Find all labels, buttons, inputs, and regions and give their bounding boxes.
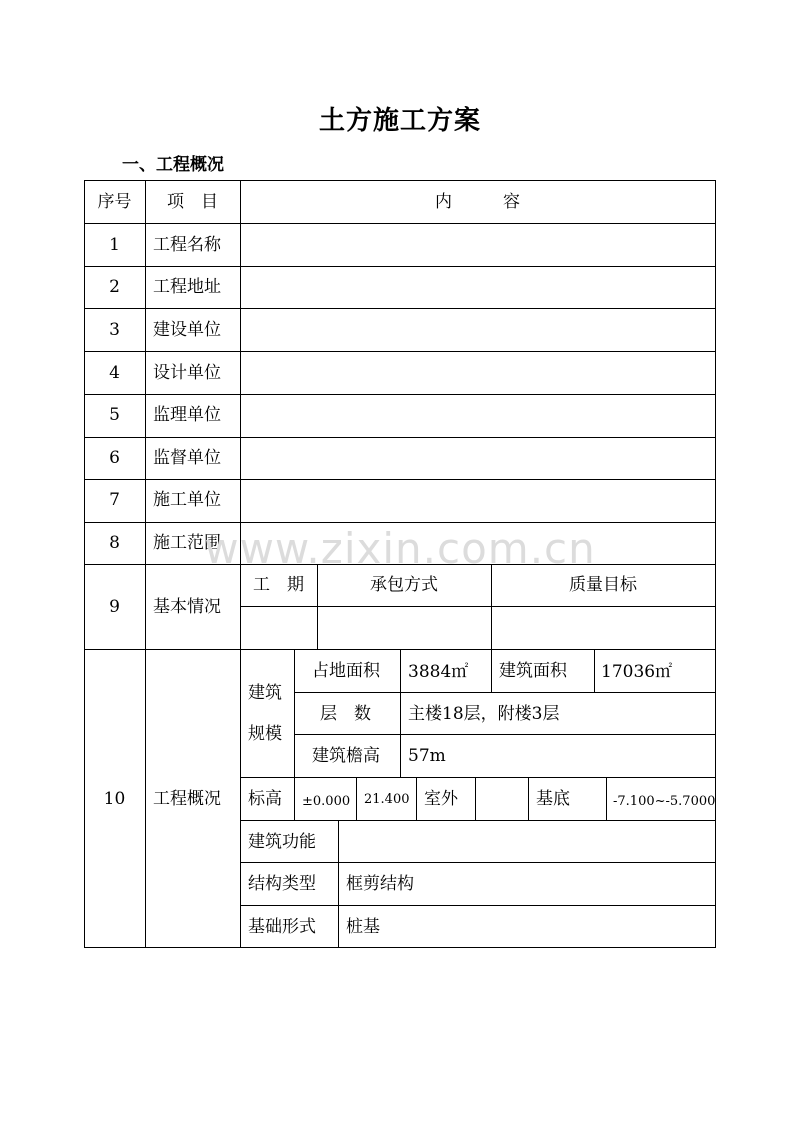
foundation-type-value: 桩基 — [346, 917, 380, 937]
row-item: 施工范围 — [153, 533, 221, 553]
base-label: 基底 — [536, 789, 570, 809]
period-label: 工 期 — [253, 575, 304, 595]
watermark: www.zixin.com.cn — [204, 524, 596, 573]
header-item: 项 目 — [167, 192, 218, 212]
row-number: 4 — [109, 363, 120, 383]
structure-type-label: 结构类型 — [248, 874, 316, 894]
row-number: 5 — [109, 405, 120, 425]
building-area-label: 建筑面积 — [499, 661, 567, 681]
row-number: 2 — [109, 277, 120, 297]
quality-target-label: 质量目标 — [569, 575, 637, 595]
land-area-label: 占地面积 — [312, 661, 380, 681]
row-item: 工程名称 — [153, 235, 221, 255]
land-area-value: 3884㎡ — [408, 662, 469, 682]
eave-height-value: 57m — [408, 746, 446, 766]
row-item: 施工单位 — [153, 490, 221, 510]
section-heading: 一、工程概况 — [122, 155, 224, 175]
row-number: 10 — [103, 789, 126, 809]
elevation-zero: ±0.000 — [302, 794, 351, 809]
outdoor-label: 室外 — [424, 789, 458, 809]
row-number: 3 — [109, 320, 120, 340]
elevation-value: 21.400 — [364, 792, 410, 807]
row-item: 工程地址 — [153, 277, 221, 297]
building-scale-label: 规模 — [248, 724, 282, 744]
row-item: 基本情况 — [153, 597, 221, 617]
row-number: 1 — [109, 235, 120, 255]
structure-type-value: 框剪结构 — [346, 874, 414, 894]
row-item: 设计单位 — [153, 363, 221, 383]
document-title: 土方施工方案 — [318, 106, 481, 136]
row-number: 8 — [109, 533, 120, 553]
foundation-type-label: 基础形式 — [248, 917, 316, 937]
row-item: 监督单位 — [153, 448, 221, 468]
floors-value: 主楼18层，附楼3层 — [408, 704, 560, 724]
row-item: 建设单位 — [153, 320, 221, 340]
building-scale-label: 建筑 — [248, 683, 282, 703]
header-number: 序号 — [97, 192, 132, 212]
row-number: 9 — [109, 597, 120, 617]
row-item: 监理单位 — [153, 405, 221, 425]
floors-label: 层 数 — [320, 704, 371, 724]
contract-mode-label: 承包方式 — [370, 575, 438, 595]
header-content: 内 容 — [435, 192, 520, 212]
eave-height-label: 建筑檐高 — [312, 746, 380, 766]
row-number: 7 — [109, 490, 120, 510]
row-number: 6 — [109, 448, 120, 468]
building-function-label: 建筑功能 — [248, 832, 316, 852]
elevation-label: 标高 — [248, 789, 282, 809]
building-area-value: 17036㎡ — [601, 662, 673, 682]
base-value: -7.100~-5.7000 — [613, 794, 716, 809]
row-item: 工程概况 — [153, 789, 221, 809]
